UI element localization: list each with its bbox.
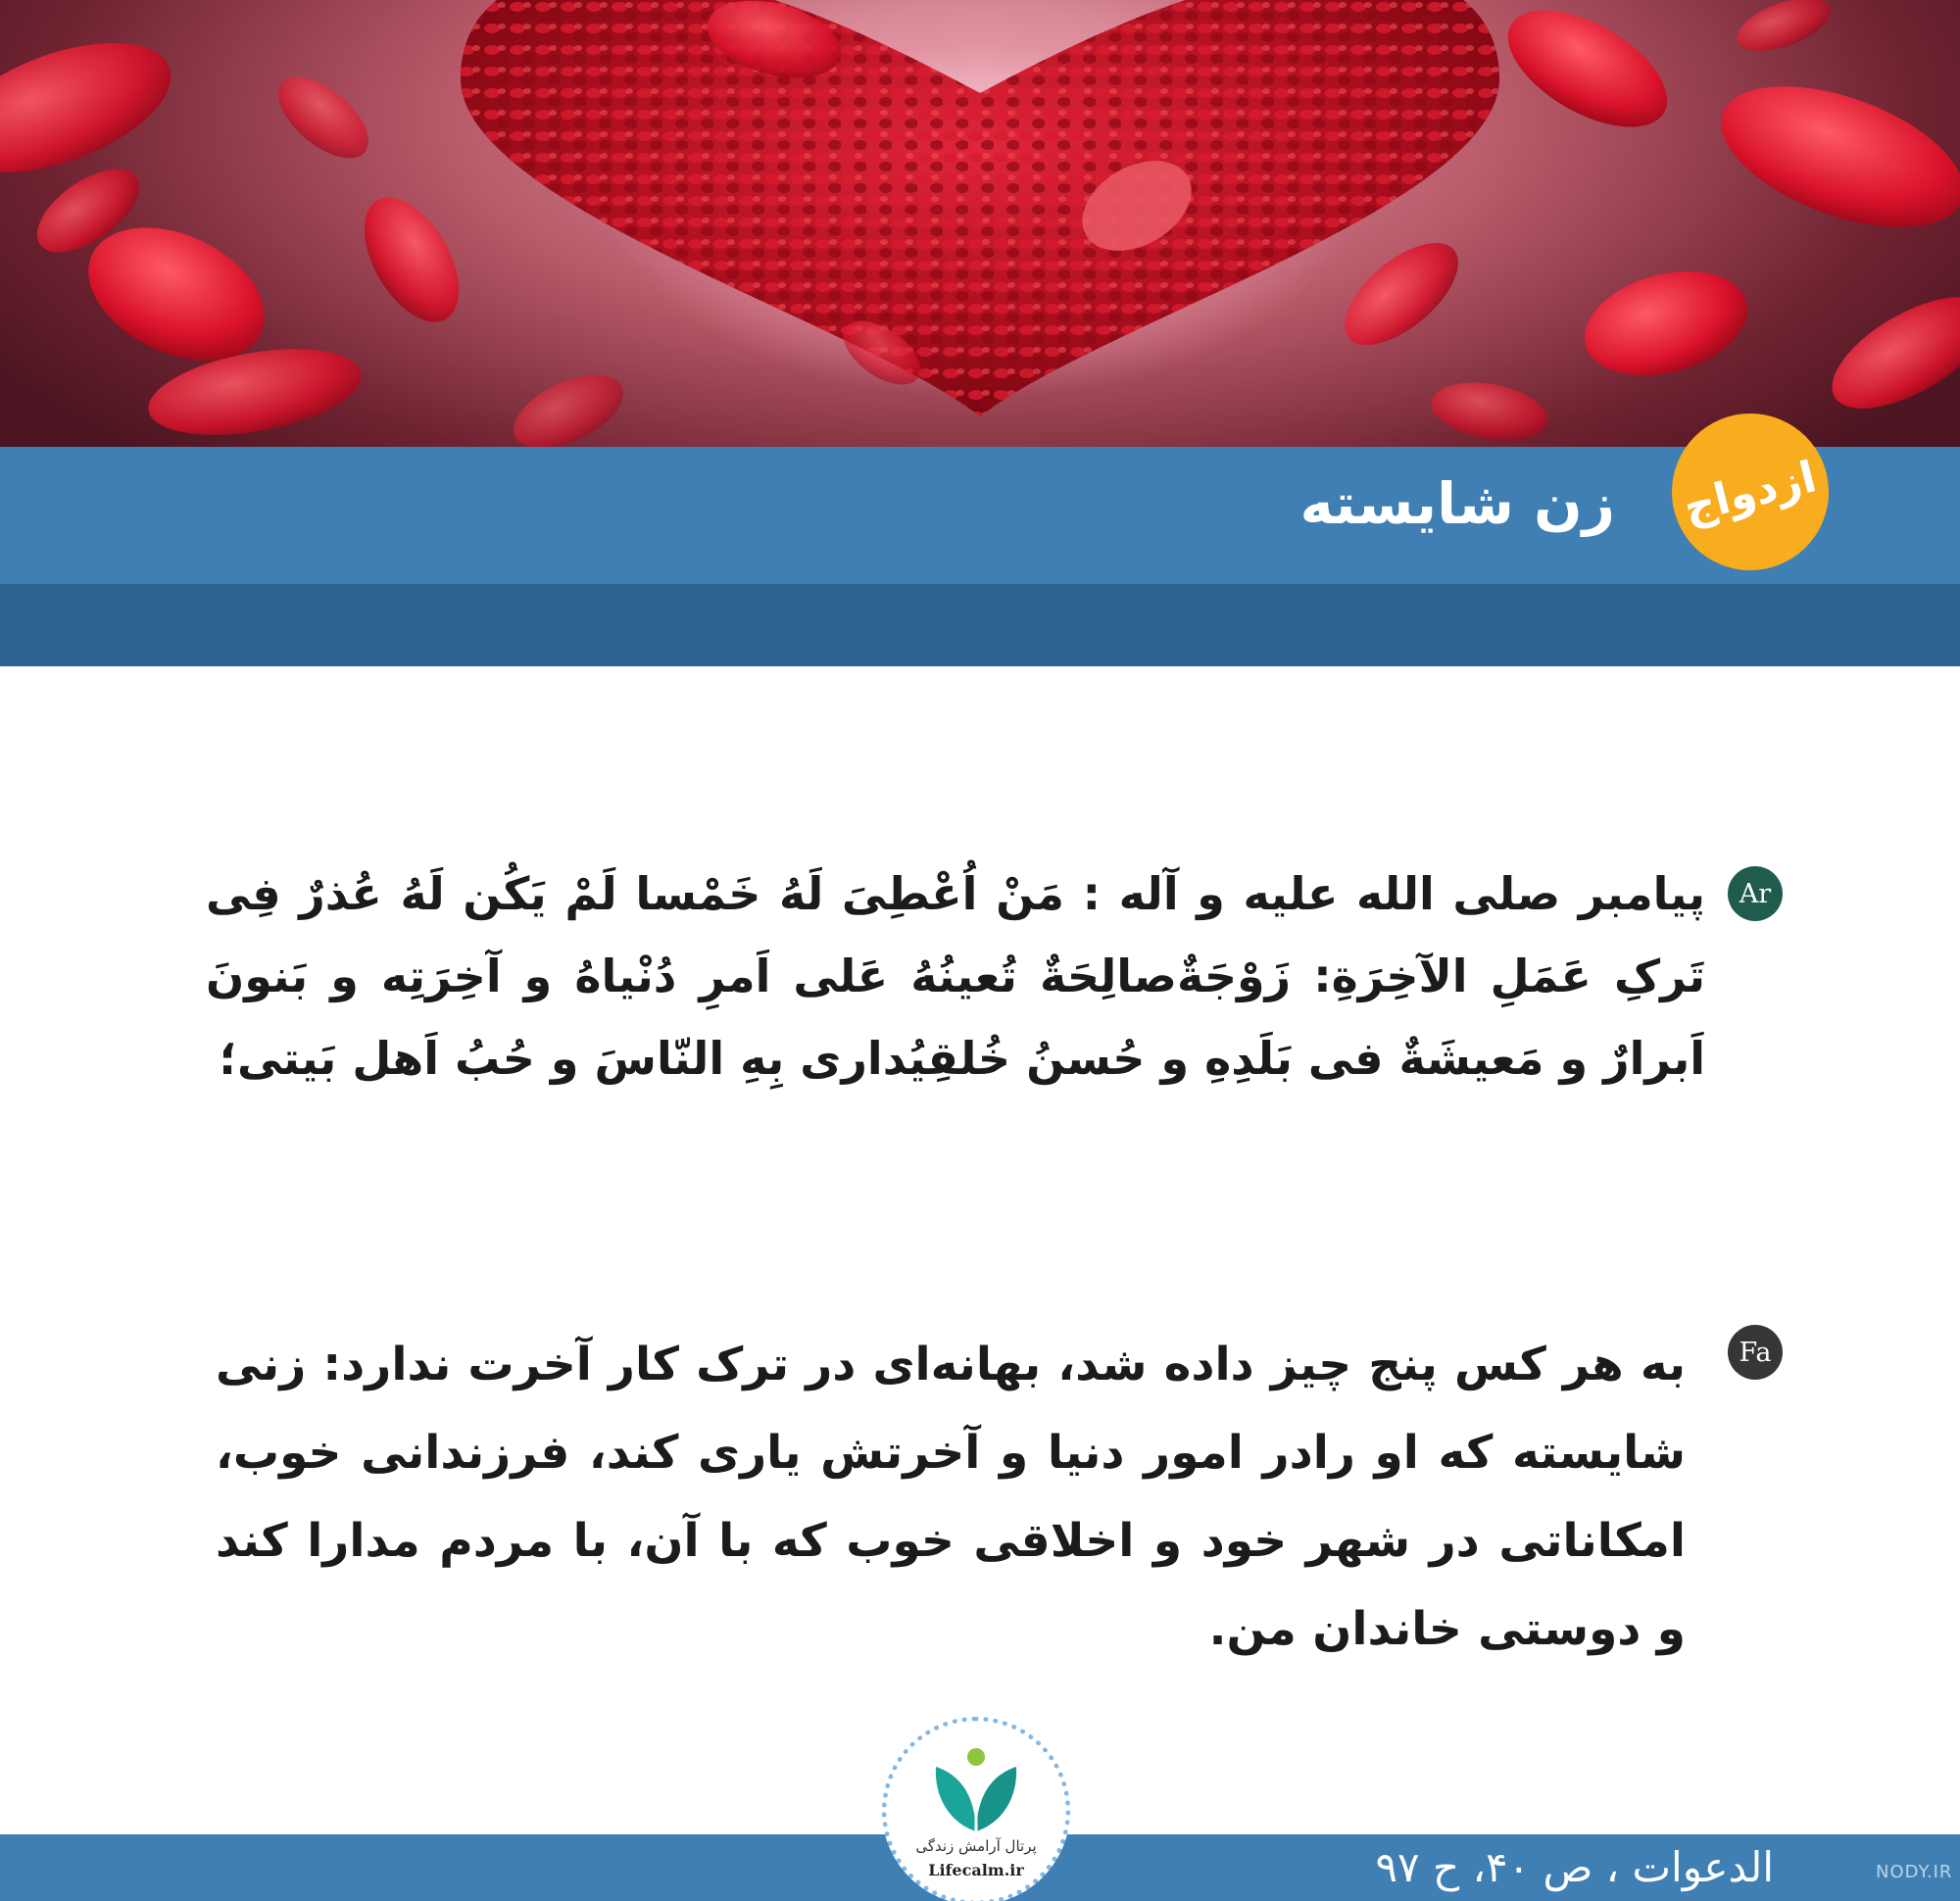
lifecalm-logo [882,1717,1070,1901]
logo-url: Lifecalm.ir [928,1861,1024,1879]
category-badge [1672,414,1829,570]
page-title: زن شایسته [1299,470,1615,537]
logo-name: پرتال آرامش زندگی [915,1837,1037,1855]
hero-image [0,0,1960,447]
persian-translation-text: به هر کس پنج چیز داده شد، بهانه‌ای در ترک کار آخرت ندارد: زنی شایسته که او رادر امور دنیا و آخرتش یاری کند، فرزندانی خوب، امکاناتی در شهر خود و اخلاقی خوب که با آن، با مردم مدارا کند و دوستی خاندان من. [216,1338,1686,1656]
leaf-person-icon [932,1745,1020,1835]
source-citation: الدعوات ، ص ۴۰، ح ۹۷ [1375,1843,1774,1891]
arabic-hadith-text: پیامبر صلی الله علیه و آله : مَنْ اُعْطِیَ لَهُ خَمْسا لَمْ یَکُن لَهُ عُذرٌ فِی تَرکِ عَمَلِ الآخِرَةِ: زَوْجَةٌصالِحَةٌ تُعینُهُ عَلی اَمرِ دُنْیاهُ و آخِرَتِه و بَنونَ اَبرارٌ و مَعیشَةٌ فی بَلَدِهِ و حُسنُ خُلقِیُداری بِهِ النّاسَ و حُبُ اَهل بَیتی؛ [206,867,1705,1085]
rose-petal-heart-illustration [0,0,1960,447]
persian-language-marker: Fa [1728,1325,1783,1380]
category-badge-label: ازدواج [1679,451,1822,533]
title-sub-band [0,584,1960,666]
arabic-language-marker: Ar [1728,866,1783,921]
site-watermark: NODY.IR [1876,1862,1953,1882]
